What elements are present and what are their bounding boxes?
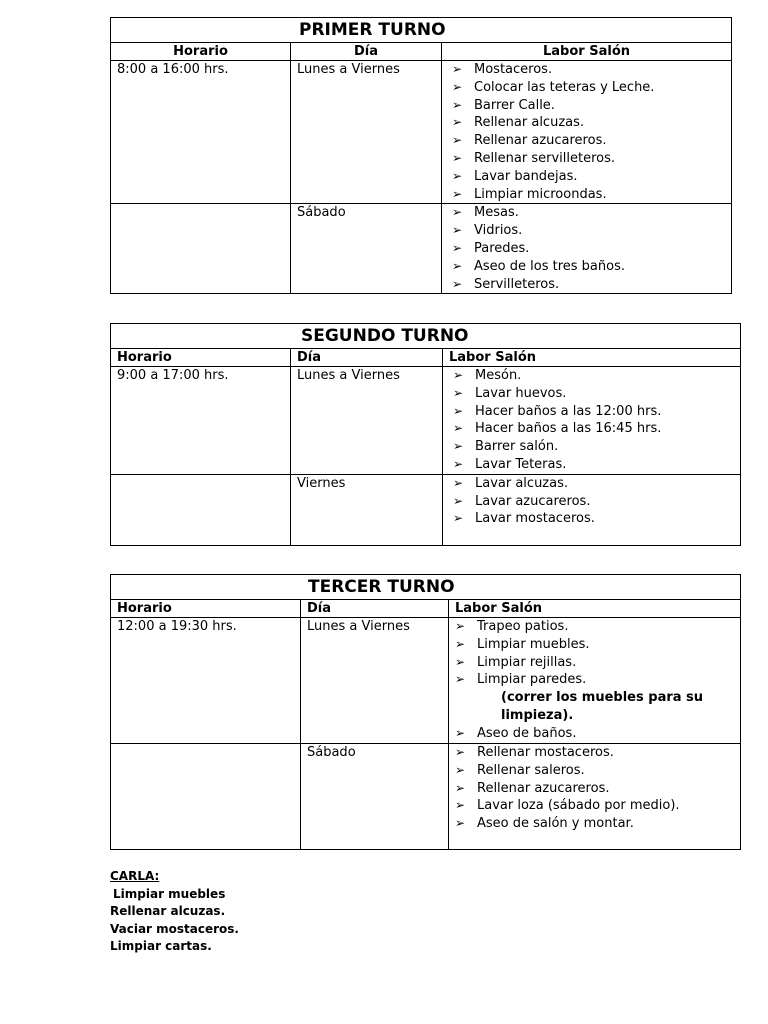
task-text: Rellenar mostaceros. (477, 744, 614, 760)
shift-title: PRIMER TURNO (111, 18, 732, 43)
arrow-bullet-icon: ➢ (455, 654, 466, 669)
task-text: Limpiar muebles. (477, 636, 590, 652)
carla-line: Rellenar alcuzas. (110, 904, 226, 919)
day-cell: Lunes a Viernes (291, 61, 442, 204)
arrow-bullet-icon: ➢ (455, 672, 466, 687)
arrow-bullet-icon: ➢ (452, 276, 463, 291)
task-note: (correr los muebles para su limpieza). (501, 690, 704, 724)
task-item (452, 79, 731, 97)
header-labor-salon: Labor Salón (443, 349, 741, 367)
task-item (453, 367, 740, 385)
arrow-bullet-icon: ➢ (452, 150, 463, 165)
arrow-bullet-icon: ➢ (455, 816, 466, 831)
task-list (449, 744, 740, 833)
task-text: Rellenar azucareros. (477, 780, 610, 796)
arrow-bullet-icon: ➢ (453, 511, 464, 526)
task-text: Aseo de salón y montar. (477, 816, 634, 832)
task-item (452, 61, 731, 79)
arrow-bullet-icon: ➢ (453, 456, 464, 471)
arrow-bullet-icon: ➢ (453, 403, 464, 418)
task-text: Barrer Calle. (474, 97, 555, 113)
task-item (452, 132, 731, 150)
header-labor-salon: Labor Salón (442, 43, 732, 61)
arrow-bullet-icon: ➢ (452, 258, 463, 273)
carla-notes (110, 868, 239, 956)
arrow-bullet-icon: ➢ (452, 97, 463, 112)
day-cell: Sábado (301, 743, 449, 849)
task-item (452, 168, 731, 186)
arrow-bullet-icon: ➢ (455, 636, 466, 651)
task-text: Aseo de los tres baños. (474, 258, 625, 274)
segundo-turno-table (110, 323, 741, 546)
task-list (449, 618, 740, 689)
arrow-bullet-icon: ➢ (453, 385, 464, 400)
task-text: Lavar azucareros. (475, 493, 591, 509)
carla-line: Limpiar muebles (113, 886, 226, 901)
tasks-cell (442, 61, 732, 204)
task-text: Hacer baños a las 12:00 hrs. (475, 403, 662, 419)
task-item (453, 438, 740, 456)
task-item (452, 150, 731, 168)
task-list (442, 61, 731, 203)
arrow-bullet-icon: ➢ (453, 421, 464, 436)
arrow-bullet-icon: ➢ (452, 115, 463, 130)
task-text: Lavar alcuzas. (475, 475, 569, 491)
task-item (452, 258, 731, 276)
task-item (455, 797, 740, 815)
task-list (443, 367, 740, 474)
task-text: Servilleteros. (474, 276, 560, 292)
task-item (455, 654, 740, 672)
task-item (455, 744, 740, 762)
header-horario: Horario (111, 349, 291, 367)
task-item (452, 276, 731, 294)
task-text: Barrer salón. (475, 439, 559, 455)
shift-title: TERCER TURNO (111, 575, 741, 600)
task-item (452, 240, 731, 258)
task-text: Trapeo patios. (477, 619, 569, 634)
tercer-turno-table (110, 574, 741, 850)
arrow-bullet-icon: ➢ (453, 475, 464, 490)
task-item (453, 385, 740, 403)
arrow-bullet-icon: ➢ (455, 726, 466, 741)
task-item (455, 618, 740, 636)
task-item (453, 456, 740, 474)
schedule-cell-empty (111, 474, 291, 545)
task-item (455, 815, 740, 833)
task-item (452, 204, 731, 222)
header-dia: Día (291, 349, 443, 367)
carla-title: CARLA: (110, 869, 160, 883)
task-text: Mesas. (474, 205, 519, 221)
task-item (455, 636, 740, 654)
task-item (452, 114, 731, 132)
task-item (455, 762, 740, 780)
task-text: Limpiar rejillas. (477, 654, 577, 670)
tasks-cell (449, 743, 741, 849)
task-item (452, 186, 731, 204)
task-text: Lavar mostaceros. (475, 511, 595, 527)
task-text: Lavar huevos. (475, 385, 567, 401)
header-horario: Horario (111, 600, 301, 618)
task-text: Mesón. (475, 368, 522, 383)
task-text: Vidrios. (474, 223, 523, 239)
task-item (452, 222, 731, 240)
task-list (443, 475, 740, 528)
task-text: Limpiar microondas. (474, 186, 607, 202)
arrow-bullet-icon: ➢ (452, 133, 463, 148)
header-horario: Horario (111, 43, 291, 61)
arrow-bullet-icon: ➢ (455, 744, 466, 759)
day-cell: Lunes a Viernes (301, 618, 449, 744)
arrow-bullet-icon: ➢ (453, 439, 464, 454)
tasks-cell (443, 474, 741, 545)
task-list (449, 725, 740, 743)
task-list (442, 204, 731, 293)
task-item (455, 780, 740, 798)
task-item (453, 475, 740, 493)
tasks-cell (442, 204, 732, 294)
day-cell: Lunes a Viernes (291, 367, 443, 475)
task-item (453, 493, 740, 511)
task-text: Colocar las teteras y Leche. (474, 79, 655, 95)
carla-line: Vaciar mostaceros. (110, 921, 239, 936)
task-text: Aseo de baños. (477, 726, 577, 742)
task-text: Mostaceros. (474, 62, 553, 77)
arrow-bullet-icon: ➢ (452, 205, 463, 220)
task-text: Rellenar azucareros. (474, 133, 607, 149)
task-item (453, 403, 740, 421)
header-dia: Día (301, 600, 449, 618)
header-dia: Día (291, 43, 442, 61)
day-cell: Viernes (291, 474, 443, 545)
arrow-bullet-icon: ➢ (453, 493, 464, 508)
task-item (453, 420, 740, 438)
task-text: Limpiar paredes. (477, 672, 587, 688)
task-text: Rellenar saleros. (477, 762, 585, 778)
schedule-cell: 12:00 a 19:30 hrs. (111, 618, 301, 744)
task-text: Paredes. (474, 240, 530, 256)
arrow-bullet-icon: ➢ (452, 186, 463, 201)
arrow-bullet-icon: ➢ (453, 368, 464, 382)
tasks-cell (443, 367, 741, 475)
task-text: Rellenar servilleteros. (474, 150, 616, 166)
task-item (455, 725, 740, 743)
arrow-bullet-icon: ➢ (455, 619, 466, 633)
task-text: Lavar loza (sábado por medio). (477, 798, 680, 814)
shift-title: SEGUNDO TURNO (111, 324, 741, 349)
task-item (455, 671, 740, 689)
schedule-cell-empty (111, 204, 291, 294)
schedule-cell: 8:00 a 16:00 hrs. (111, 61, 291, 204)
day-cell: Sábado (291, 204, 442, 294)
task-text: Hacer baños a las 16:45 hrs. (475, 421, 662, 437)
task-text: Lavar bandejas. (474, 168, 578, 184)
task-text: Lavar Teteras. (475, 456, 567, 472)
arrow-bullet-icon: ➢ (455, 762, 466, 777)
schedule-cell-empty (111, 743, 301, 849)
carla-line: Limpiar cartas. (110, 939, 212, 954)
arrow-bullet-icon: ➢ (452, 223, 463, 238)
tasks-cell (449, 618, 741, 744)
arrow-bullet-icon: ➢ (452, 62, 463, 76)
arrow-bullet-icon: ➢ (452, 168, 463, 183)
schedule-cell: 9:00 a 17:00 hrs. (111, 367, 291, 475)
primer-turno-table (110, 17, 732, 294)
arrow-bullet-icon: ➢ (455, 798, 466, 813)
header-labor-salon: Labor Salón (449, 600, 741, 618)
arrow-bullet-icon: ➢ (452, 240, 463, 255)
task-text: Rellenar alcuzas. (474, 115, 585, 131)
task-item (453, 510, 740, 528)
arrow-bullet-icon: ➢ (452, 79, 463, 94)
task-item (452, 97, 731, 115)
arrow-bullet-icon: ➢ (455, 780, 466, 795)
